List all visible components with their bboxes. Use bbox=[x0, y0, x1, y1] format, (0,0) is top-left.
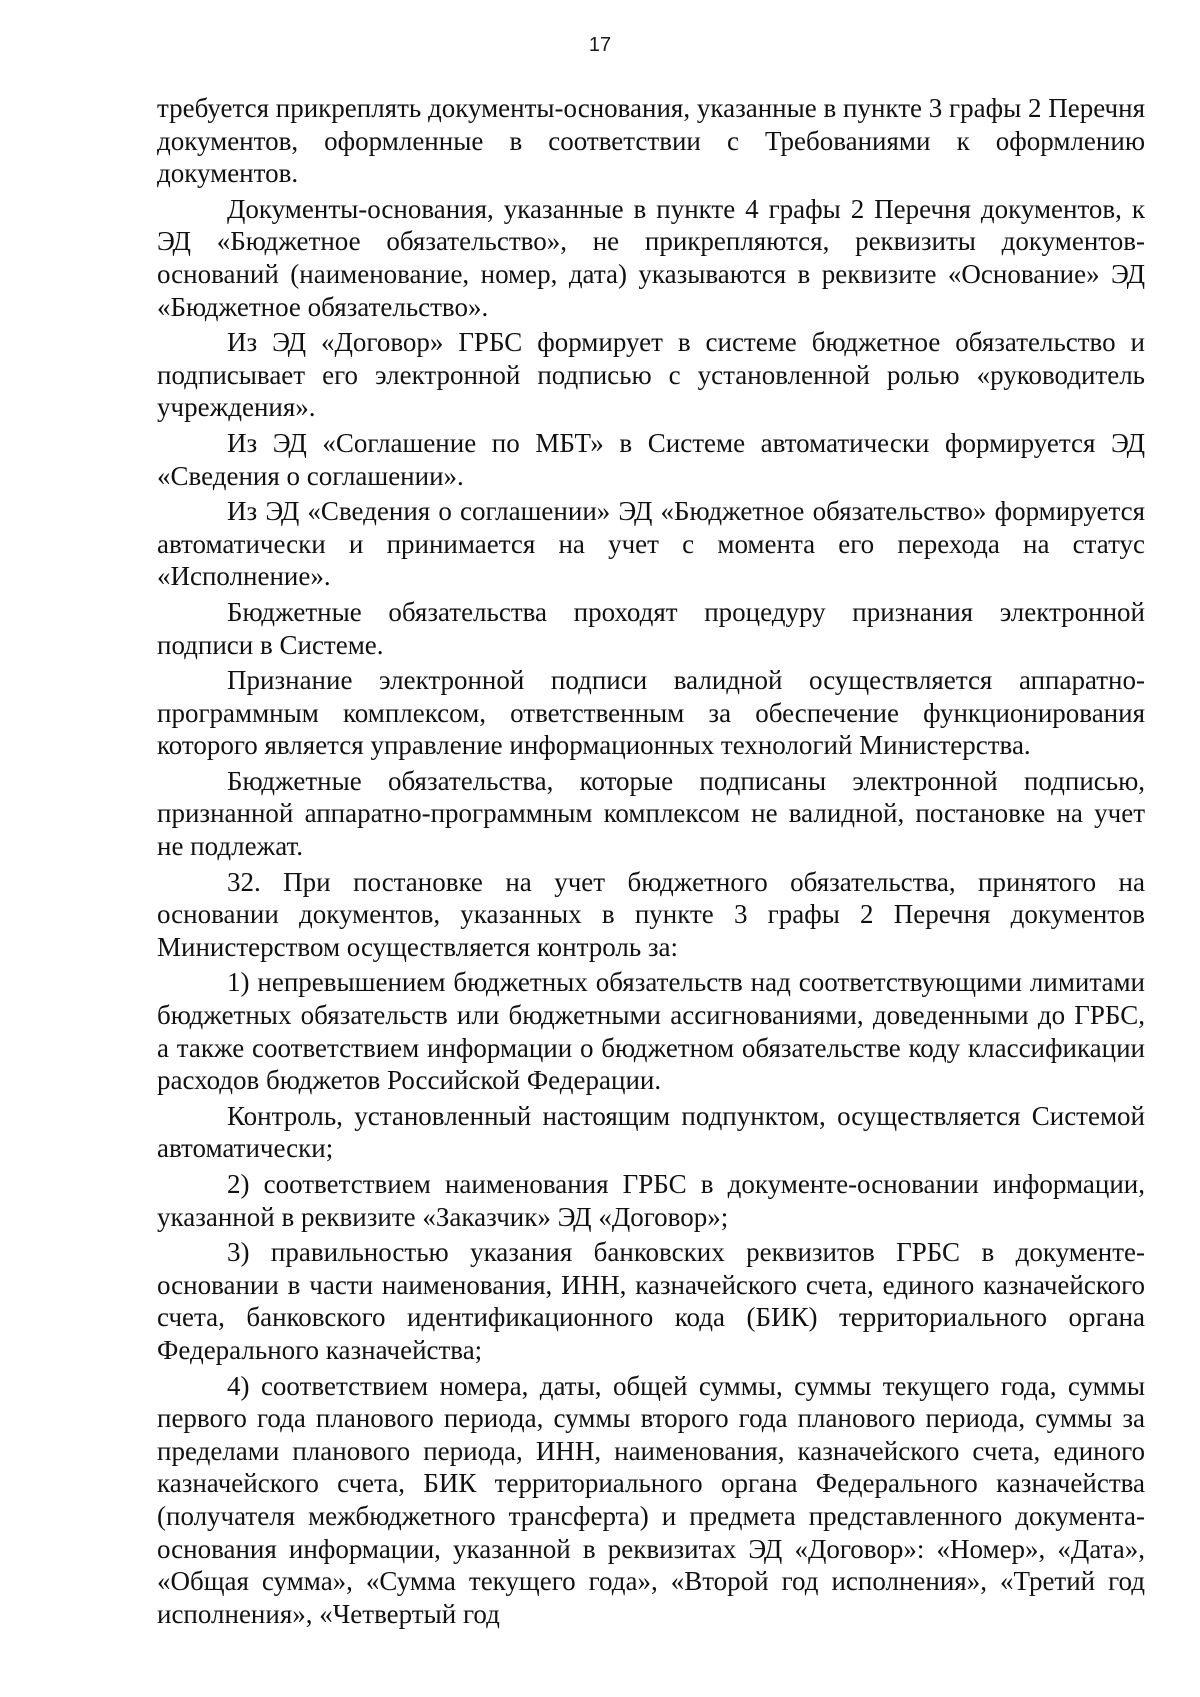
list-item: 2) соответствием наименования ГРБС в документе-основании информации, указанной в реквизите «Заказчик» ЭД «Договор»; bbox=[157, 1169, 1145, 1232]
page-number: 17 bbox=[588, 34, 612, 56]
list-item: 3) правильностью указания банковских реквизитов ГРБС в документе-основании в части наименования, ИНН, казначейского счета, единого казначейского счета, банковского идентификационного кода (БИК) территориального органа Федерального казначейства; bbox=[157, 1237, 1145, 1365]
paragraph: Из ЭД «Соглашение по МБТ» в Системе автоматически формируется ЭД «Сведения о соглашении». bbox=[157, 427, 1145, 491]
list-item: 4) соответствием номера, даты, общей суммы, суммы текущего года, суммы первого года планового периода, суммы второго года планового периода, суммы за пределами планового периода, ИНН, наименования, казначейского счета, единого казначейского счета, БИК территориального органа Федерального казначейства (получателя межбюджетного трансферта) и предмета представленного документа-основания информации, указанной в реквизитах ЭД «Договор»: «Номер», «Дата», «Общая сумма», «Сумма текущего года», «Второй год исполнения», «Третий год исполнения», «Четвертый год bbox=[157, 1370, 1145, 1629]
paragraph: Бюджетные обязательства, которые подписаны электронной подписью, признанной аппаратно-программным комплексом не валидной, постановке на учет не подлежат. bbox=[157, 765, 1145, 862]
paragraph: Из ЭД «Сведения о соглашении» ЭД «Бюджетное обязательство» формируется автоматически и принимается на учет с момента его перехода на статус «Исполнение». bbox=[157, 496, 1145, 592]
paragraph: Из ЭД «Договор» ГРБС формирует в системе бюджетное обязательство и подписывает его электронной подписью с установленной ролью «руководитель учреждения». bbox=[157, 327, 1145, 423]
list-item: 1) непревышением бюджетных обязательств над соответствующими лимитами бюджетных обязательств или бюджетными ассигнованиями, доведенными до ГРБС, а также соответствием информации о бюджетном обязательстве коду классификации расходов бюджетов Российской Федерации. bbox=[157, 967, 1145, 1096]
document-body bbox=[157, 92, 1145, 1630]
paragraph: требуется прикреплять документы-основания, указанные в пункте 3 графы 2 Перечня документов, оформленные в соответствии с Требованиями к оформлению документов. bbox=[157, 93, 1145, 189]
paragraph-clause-32: 32. При постановке на учет бюджетного обязательства, принятого на основании документов, указанных в пункте 3 графы 2 Перечня документов Министерством осуществляется контроль за: bbox=[157, 866, 1145, 962]
paragraph: Контроль, установленный настоящим подпунктом, осуществляется Системой автоматически; bbox=[157, 1100, 1145, 1164]
paragraph: Документы-основания, указанные в пункте 4 графы 2 Перечня документов, к ЭД «Бюджетное обязательство», не прикрепляются, реквизиты документов-оснований (наименование, номер, дата) указываются в реквизите «Основание» ЭД «Бюджетное обязательство». bbox=[157, 193, 1145, 322]
paragraph: Признание электронной подписи валидной осуществляется аппаратно-программным комплексом, ответственным за обеспечение функционирования которого является управление информационных технологий Министерства. bbox=[157, 665, 1145, 761]
paragraph: Бюджетные обязательства проходят процедуру признания электронной подписи в Системе. bbox=[157, 596, 1145, 660]
